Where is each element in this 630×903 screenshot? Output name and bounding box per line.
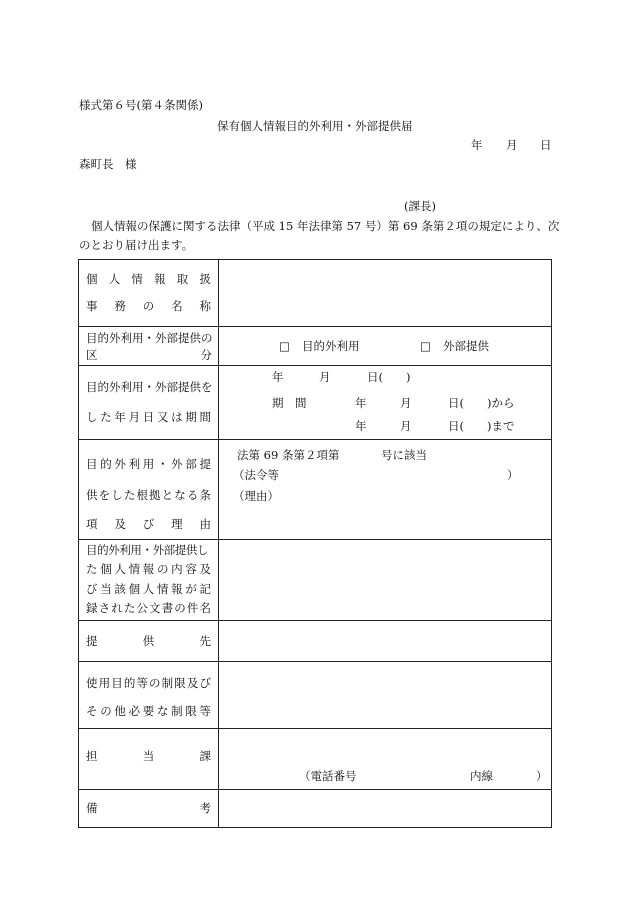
- basis-reason: （理由）: [233, 489, 279, 503]
- period-from-month: 月: [400, 396, 412, 410]
- field-content[interactable]: [219, 540, 552, 621]
- checkbox-external-provision[interactable]: □: [420, 339, 431, 353]
- date-single-year: 年: [272, 370, 284, 384]
- basis-law-suffix: 号に該当: [381, 448, 427, 462]
- field-office-name[interactable]: [219, 260, 552, 327]
- addressee: 森町長 様: [79, 157, 137, 171]
- period-to-year: 年: [355, 419, 367, 433]
- period-from-year: 年: [355, 396, 367, 410]
- date-single-day: 日( ): [367, 370, 411, 384]
- period-label: 期 間: [272, 396, 307, 410]
- label-restriction-2: そ の 他 必 要 な 制 限 等: [86, 704, 211, 718]
- label-category-1: 目的外利用・外部提供の: [86, 331, 213, 345]
- sender-title: (課長): [404, 199, 436, 213]
- label-date-1: 目的外利用・外部提供を: [86, 380, 213, 394]
- checkbox-internal-use[interactable]: □: [279, 339, 290, 353]
- date-year: 年: [471, 138, 483, 152]
- period-from-day: 日( )から: [448, 396, 515, 410]
- date-month: 月: [506, 138, 518, 152]
- basis-ordinance-close: ）: [507, 468, 519, 482]
- date-day: 日: [540, 138, 552, 152]
- label-basis-3: 項 及 び 理 由: [86, 517, 211, 531]
- row-restriction: [79, 662, 552, 729]
- row-office-name: [79, 260, 552, 327]
- label-restriction-1: 使 用 目 的 等 の 制 限 及 び: [86, 676, 211, 690]
- label-recipient: 提 供 先: [86, 634, 211, 648]
- department-phone: （電話番号: [299, 769, 357, 783]
- row-category: [79, 327, 552, 366]
- field-restriction[interactable]: [219, 662, 552, 729]
- row-content: [79, 540, 552, 621]
- label-basis-2: 供 を し た 根 拠 と な る 条: [86, 488, 211, 502]
- row-recipient: [79, 621, 552, 662]
- label-office-name-2: 事 務 の 名 称: [86, 299, 211, 313]
- option-internal-use-label: 目的外利用: [302, 339, 360, 353]
- label-department: 担 当 課: [86, 749, 211, 763]
- period-to-month: 月: [400, 419, 412, 433]
- label-category-2a: 区: [86, 348, 98, 362]
- row-department: [79, 729, 552, 790]
- department-close: ）: [536, 769, 548, 783]
- field-remarks[interactable]: [219, 790, 552, 828]
- form-number: 様式第６号(第４条関係): [79, 98, 203, 112]
- field-recipient[interactable]: [219, 621, 552, 662]
- intro-line-2: のとおり届け出ます。: [79, 238, 194, 252]
- department-extension: 内線: [470, 769, 493, 783]
- form-table: [78, 259, 552, 828]
- date-single-month: 月: [319, 370, 331, 384]
- label-content-3: び 当 該 個 人 情 報 が 記: [86, 582, 211, 596]
- label-content-2: た 個 人 情 報 の 内 容 及: [86, 562, 211, 576]
- intro-line-1: 個人情報の保護に関する法律（平成 15 年法律第 57 号）第 69 条第２項の規定により、次: [91, 219, 560, 233]
- label-content-4: 録 さ れ た 公 文 書 の 件 名: [86, 601, 211, 615]
- row-basis: [79, 440, 552, 540]
- label-date-2: し た 年 月 日 又 は 期 間: [86, 410, 211, 424]
- basis-law: 法第 69 条第２項第: [237, 448, 340, 462]
- row-date-period: [79, 366, 552, 440]
- form-title: 保有個人情報目的外利用・外部提供届: [217, 119, 413, 133]
- option-external-provision-label: 外部提供: [443, 339, 489, 353]
- row-remarks: [79, 790, 552, 828]
- label-basis-1: 目 的 外 利 用 ・ 外 部 提: [86, 457, 211, 471]
- label-category-2b: 分: [200, 348, 212, 362]
- period-to-day: 日( )まで: [448, 419, 515, 433]
- label-remarks: 備 考: [86, 801, 211, 815]
- basis-ordinance: （法令等: [233, 468, 279, 482]
- label-content-1: 目的外利用・外部提供し: [86, 543, 209, 557]
- label-office-name-1: 個 人 情 報 取 扱: [86, 272, 211, 286]
